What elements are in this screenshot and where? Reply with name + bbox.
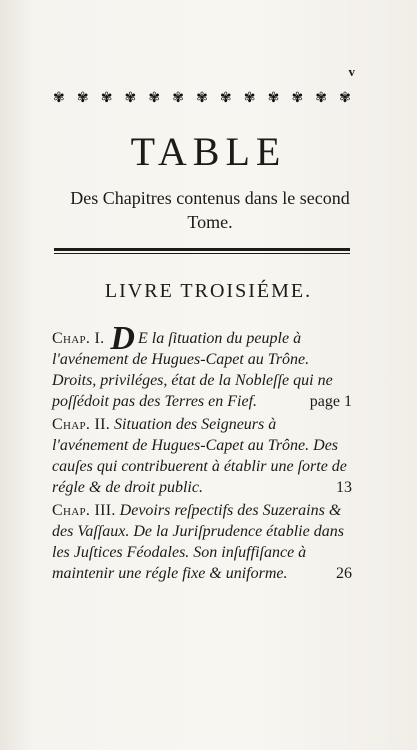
ornament-flower-icon: ✾ [291,90,304,106]
chapter-entry-3 [52,500,352,584]
chapter-entry-2 [52,414,352,498]
drop-cap-initial: D [110,320,135,357]
chapter-title: E la ſituation du peuple à l'avénement de Hugues-Capet au Trône. Droits, priviléges, état de la Nobleſſe qui ne poſſédoit pas des Terres en Fief. [52,330,333,410]
page-number: 26 [336,565,352,582]
ornament-flower-icon: ✾ [124,90,137,106]
chapter-list [52,320,352,586]
page-reference [310,391,352,412]
ornament-flower-icon: ✾ [267,90,280,106]
thin-rule [54,253,350,254]
chapter-label: Chap. III. [52,502,116,519]
ornament-flower-icon: ✾ [172,90,184,106]
chapter-entry-1 [52,320,352,412]
ornament-flower-icon: ✾ [243,90,256,106]
ornament-flower-icon: ✾ [219,90,232,106]
book-heading: LIVRE TROISIÉME. [104,280,313,302]
ornament-flower-icon: ✾ [76,90,89,106]
chapter-title: Situation des Seigneurs à l'avénement de Hugues-Capet au Trône. Des cauſes qui contribuerent à établir une ſorte de régle & de droit public. [52,416,347,496]
page-number: 13 [336,479,352,496]
chapter-label: Chap. I. [52,330,105,347]
page-title: TABLE [130,129,287,174]
page-number: 1 [344,393,352,410]
ornament-flower-icon: ✾ [315,90,328,106]
ornament-band [53,88,351,108]
page-label: page [309,393,340,410]
folio-number: v [348,64,355,79]
chapter-label: Chap. II. [52,416,111,433]
ornament-flower-icon: ✾ [148,90,161,106]
ornament-flower-icon: ✾ [53,90,65,106]
ornament-flower-icon: ✾ [339,90,351,106]
ornament-flower-icon: ✾ [100,90,113,106]
thick-rule [54,248,350,251]
page-subtitle: Des Chapitres contenus dans le second Tome. [70,188,350,232]
chapter-title: Devoirs reſpectifs des Suzerains & des Vaſſaux. De la Juriſprudence établie dans les Juſtices Féodales. Son inſuffiſance à maintenir une régle fixe & uniforme. [52,502,344,582]
ornament-flower-icon: ✾ [196,90,208,106]
